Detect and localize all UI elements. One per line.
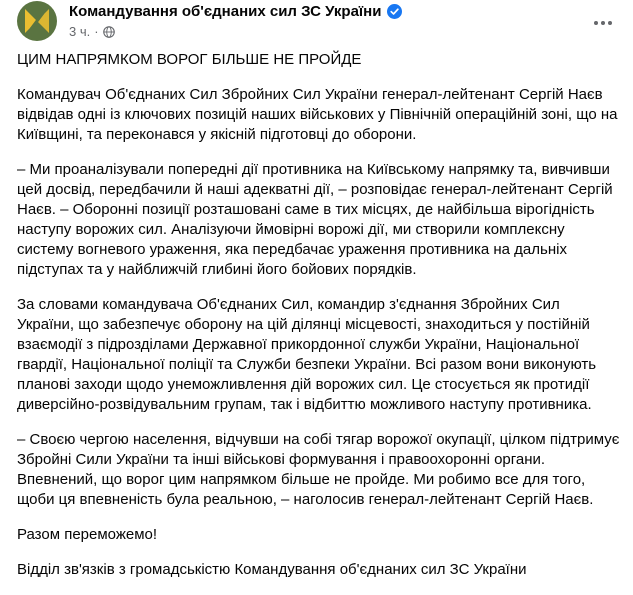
verified-badge-icon (387, 4, 402, 19)
page-avatar[interactable] (17, 1, 57, 41)
post-paragraph: Командувач Об'єднаних Сил Збройних Сил України генерал-лейтенант Сергій Наєв відвідав одні із ключових позицій наших військових у Північній операційній зоні, що на Київщині, та переконався у якісній підготовці до оборони. (17, 86, 618, 143)
page-name-link[interactable]: Командування об'єднаних сил ЗС України (69, 3, 382, 20)
post-timestamp[interactable]: 3 ч. (69, 24, 91, 39)
meta-separator: · (94, 24, 99, 39)
post-paragraph: – Своєю чергою населення, відчувши на собі тягар ворожої окупації, цілком підтримує Збройні Сили України та інші військові формування і правоохоронні органи. Впевнений, що ворог цим напрямком більше не пройде. Ми робимо все для того, щоби ця впевненість була реальною, – наголосив генерал-лейтенант Сергій Наєв. (17, 431, 620, 508)
globe-icon[interactable] (103, 26, 115, 38)
post-paragraph: За словами командувача Об'єднаних Сил, командир з'єднання Збройних Сил України, що забезпечує оборону на цій ділянці місцевості, знаходиться у постійній взаємодії з підрозділами Державної прикордонної служби України, Національної гвардії, Національної поліції та Служби безпеки України. Всі разом вони виконують планові заходи щодо унеможливлення дій ворожих сил. Це стосується як протидії диверсійно-розвідувальним групам, так і відбиттю можливого наступу противника. (17, 296, 597, 413)
post-paragraph: – Ми проаналізували попередні дії противника на Київському напрямку та, вивчивши цей досвід, передбачили й наші адекватні дії, – розповідає генерал-лейтенант Сергій Наєв. – Оборонні позиції розташовані саме в тих місцях, де найбільша вірогідність наступу ворожих сил. Аналізуючи ймовірні ворожі дії, ми створили комплексну систему вогневого ураження, яка передбачає ураження противника на дальніх підступах та у найближчій глибині його бойових порядків. (17, 161, 613, 278)
post-headline: ЦИМ НАПРЯМКОМ ВОРОГ БІЛЬШЕ НЕ ПРОЙДЕ (17, 51, 362, 68)
post-signature: Відділ зв'язків з громадськістю Командування об'єднаних сил ЗС України (17, 561, 527, 578)
post-paragraph: Разом переможемо! (17, 526, 158, 543)
post-body (17, 50, 621, 595)
post-meta (69, 24, 115, 40)
more-options-button[interactable] (591, 11, 615, 35)
avatar-emblem-icon (17, 1, 57, 41)
more-dots-icon (593, 20, 613, 26)
post-header (17, 1, 633, 41)
